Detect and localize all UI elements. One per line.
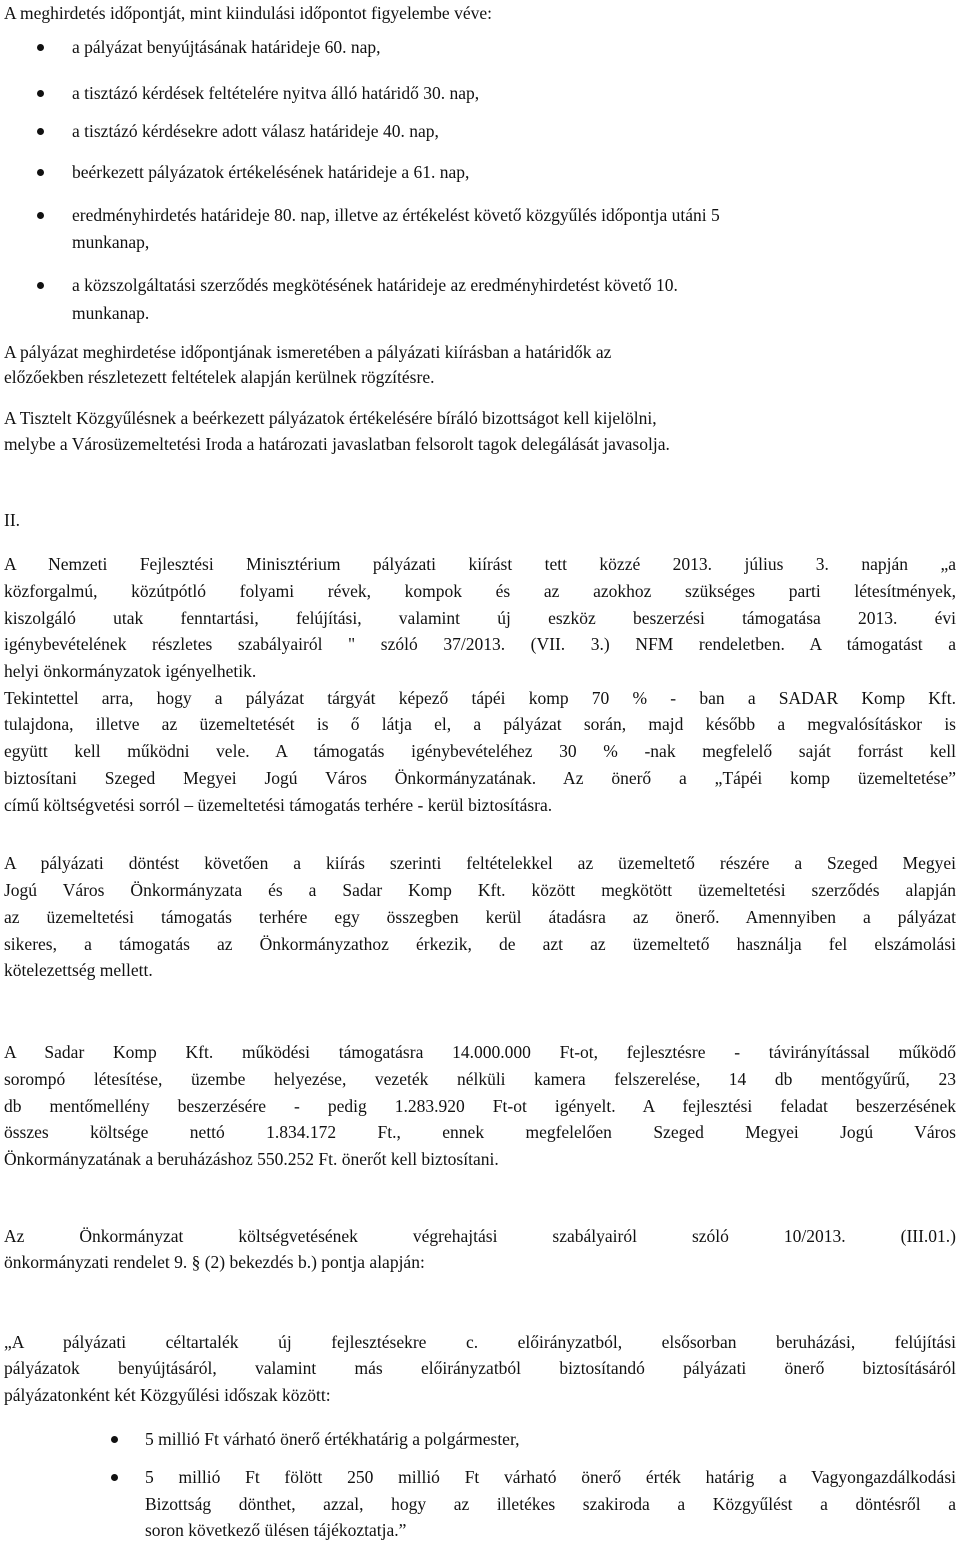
bullet-icon	[37, 90, 44, 97]
paragraph-line: „A pályázati céltartalék új fejlesztésekre c. előirányzatból, elsősorban beruházási, felújítási	[4, 1332, 956, 1352]
bullet-icon	[37, 282, 44, 289]
paragraph-line: melybe a Városüzemeltetési Iroda a határozati javaslatban felsorolt tagok delegálását javasolja.	[4, 434, 670, 454]
list-item: beérkezett pályázatok értékelésének határideje a 61. nap,	[72, 162, 470, 182]
list-item: a pályázat benyújtásának határideje 60. nap,	[72, 37, 381, 57]
paragraph-line: A Tisztelt Közgyűlésnek a beérkezett pályázatok értékelésére bíráló bizottságot kell kijelölni,	[4, 408, 657, 428]
paragraph-line: az üzemeltetési támogatás terhére egy összegben kerül átadásra az önerő. Amennyiben a pályázat	[4, 907, 956, 927]
list-item: a tisztázó kérdések feltételére nyitva álló határidő 30. nap,	[72, 83, 480, 103]
paragraph-line: helyi önkormányzatok igényelhetik.	[4, 661, 257, 681]
paragraph-line: kiszolgáló utak fenntartási, felújítási, valamint új eszköz beszerzési támogatása 2013. évi	[4, 608, 956, 628]
bullet-icon	[37, 212, 44, 219]
paragraph-line: összes költsége nettó 1.834.172 Ft., ennek megfelelően Szeged Megyei Jogú Város	[4, 1122, 956, 1142]
paragraph-line: együtt kell működni vele. A támogatás igénybevételéhez 30 % -nak megfelelő saját forrást kell	[4, 741, 956, 761]
paragraph-line: című költségvetési sorról – üzemeltetési támogatás terhére - kerül biztosításra.	[4, 795, 553, 815]
list-item: 5 millió Ft várható önerő értékhatárig a polgármester,	[145, 1429, 520, 1449]
paragraph-line: előzőekben részletezett feltételek alapján kerülnek rögzítésre.	[4, 367, 435, 387]
paragraph-line: db mentőmellény beszerzésére - pedig 1.283.920 Ft-ot igényelt. A fejlesztési feladat beszerzésének	[4, 1096, 956, 1116]
bullet-icon	[37, 169, 44, 176]
paragraph-line: A pályázati döntést követően a kiírás szerinti feltételekkel az üzemeltető részére a Szeged Megyei	[4, 853, 956, 873]
paragraph-line: sorompó létesítése, üzembe helyezése, vezeték nélküli kamera felszerelése, 14 db mentőgyűrű, 23	[4, 1069, 956, 1089]
paragraph-line: sikeres, a támogatás az Önkormányzathoz érkezik, de azt az üzemeltető használja fel elszámolási	[4, 934, 956, 954]
list-item-continuation: munkanap,	[72, 232, 150, 252]
paragraph-line: A Sadar Komp Kft. működési támogatásra 14.000.000 Ft-ot, fejlesztésre - távirányítással működő	[4, 1042, 956, 1062]
paragraph-line: pályázatok benyújtásáról, valamint más előirányzatból biztosítandó pályázati önerő biztosításáról	[4, 1358, 956, 1378]
paragraph-line: Az Önkormányzat költségvetésének végrehajtási szabályairól szóló 10/2013. (III.01.)	[4, 1226, 956, 1246]
paragraph-line: Önkormányzatának a beruházáshoz 550.252 Ft. önerőt kell biztosítani.	[4, 1149, 499, 1169]
list-item: a közszolgáltatási szerződés megkötésének határideje az eredményhirdetést követő 10.	[72, 275, 678, 295]
bullet-icon	[37, 44, 44, 51]
list-item: 5 millió Ft fölött 250 millió Ft várható önerő érték határig a Vagyongazdálkodási	[145, 1467, 956, 1487]
paragraph-line: önkormányzati rendelet 9. § (2) bekezdés b.) pontja alapján:	[4, 1252, 425, 1272]
paragraph-line: Tekintettel arra, hogy a pályázat tárgyát képező tápéi komp 70 % - ban a SADAR Komp Kft.	[4, 688, 956, 708]
paragraph-line: kötelezettség mellett.	[4, 960, 153, 980]
list-item-continuation: Bizottság dönthet, azzal, hogy az illetékes szakiroda a Közgyűlést a döntésről a	[145, 1494, 956, 1514]
paragraph-line: A Nemzeti Fejlesztési Minisztérium pályázati kiírást tett közzé 2013. július 3. napján „a	[4, 554, 956, 574]
paragraph-line: közforgalmú, közútpótló folyami révek, kompok és az azokhoz szükséges parti létesítmények,	[4, 581, 956, 601]
intro-text: A meghirdetés időpontját, mint kiindulási időpontot figyelembe véve:	[4, 3, 492, 23]
section-heading: II.	[4, 510, 21, 530]
bullet-icon	[111, 1474, 118, 1481]
list-item-continuation: munkanap.	[72, 303, 150, 323]
list-item: eredményhirdetés határideje 80. nap, illetve az értékelést követő közgyűlés időpontja utáni 5	[72, 205, 720, 225]
paragraph-line: pályázatonként két Közgyűlési időszak között:	[4, 1385, 331, 1405]
list-item: a tisztázó kérdésekre adott válasz határideje 40. nap,	[72, 121, 439, 141]
bullet-icon	[37, 128, 44, 135]
list-item-continuation: soron következő ülésen tájékoztatja.”	[145, 1520, 407, 1540]
paragraph-line: tulajdona, illetve az üzemeltetését is ő látja el, a pályázat során, majd később a megvalósításkor is	[4, 714, 956, 734]
paragraph-line: Jogú Város Önkormányzata és a Sadar Komp Kft. között megkötött üzemeltetési szerződés alapján	[4, 880, 956, 900]
paragraph-line: A pályázat meghirdetése időpontjának ismeretében a pályázati kiírásban a határidők az	[4, 342, 612, 362]
paragraph-line: biztosítani Szeged Megyei Jogú Város Önkormányzatának. Az önerő a „Tápéi komp üzemeltetése”	[4, 768, 956, 788]
bullet-icon	[111, 1436, 118, 1443]
paragraph-line: igénybevételének részletes szabályairól " szóló 37/2013. (VII. 3.) NFM rendeletben. A támogatást a	[4, 634, 956, 654]
